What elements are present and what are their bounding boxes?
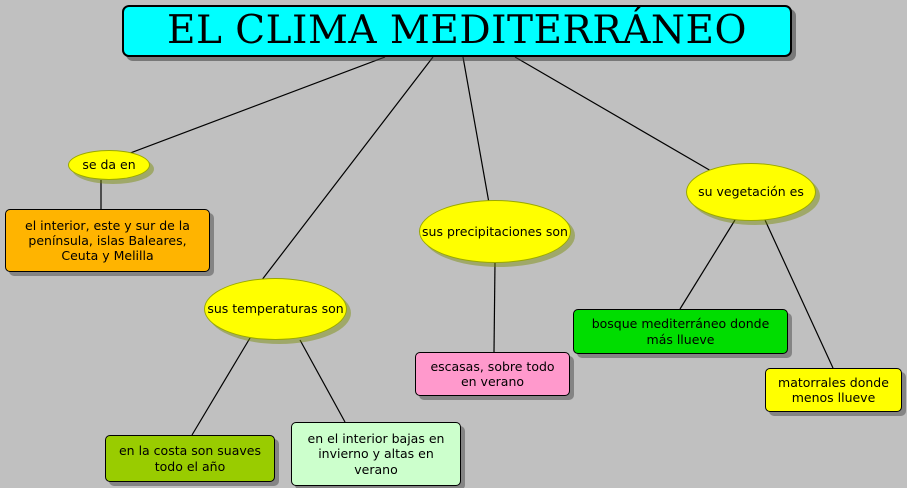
node-se-da-en[interactable]: se da en: [68, 150, 150, 180]
edge-precipitaciones-escasas: [494, 262, 495, 352]
node-sus-precipitaciones-son[interactable]: sus precipitaciones son: [419, 200, 571, 263]
node-su-vegetacion-es[interactable]: su vegetación es: [686, 163, 816, 221]
node-costa-suaves[interactable]: en la costa son suaves todo el año: [105, 435, 275, 482]
edge-title-precipitaciones: [463, 57, 489, 203]
node-bosque-mediterraneo[interactable]: bosque mediterráneo donde más llueve: [573, 309, 788, 354]
node-matorrales[interactable]: matorrales donde menos llueve: [765, 368, 902, 412]
node-interior-bajas[interactable]: en el interior bajas en invierno y altas en verano: [291, 422, 461, 486]
edge-temperaturas-interior-t: [300, 340, 345, 422]
edge-title-se-da-en: [125, 57, 385, 155]
edge-title-vegetacion: [515, 57, 718, 175]
node-escasas-verano[interactable]: escasas, sobre todo en verano: [415, 352, 570, 396]
edge-title-temperaturas: [258, 57, 433, 285]
node-interior-peninsula[interactable]: el interior, este y sur de la península, islas Baleares, Ceuta y Melilla: [5, 209, 210, 272]
edge-vegetacion-bosque: [680, 220, 735, 309]
edge-temperaturas-costa: [192, 338, 250, 435]
node-title[interactable]: EL CLIMA MEDITERRÁNEO: [122, 5, 792, 57]
node-sus-temperaturas-son[interactable]: sus temperaturas son: [204, 278, 347, 340]
